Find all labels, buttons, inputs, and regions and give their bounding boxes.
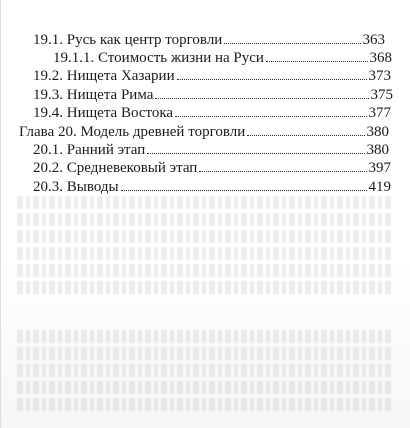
toc-leader-dots	[175, 116, 366, 117]
toc-entry-page: 380	[366, 124, 389, 140]
toc-entry-19-1[interactable]	[33, 30, 385, 50]
toc-entry-19-1-1[interactable]	[53, 48, 392, 68]
toc-leader-dots	[177, 79, 367, 80]
show-through-text-block-2	[17, 330, 391, 428]
show-through-line	[17, 364, 391, 377]
show-through-line	[17, 330, 391, 343]
show-through-line	[17, 196, 391, 209]
toc-leader-dots	[147, 153, 364, 154]
toc-entry-title: 20.3. Выводы	[33, 179, 119, 195]
show-through-line	[17, 264, 391, 277]
toc-entry-20-1[interactable]	[33, 140, 389, 160]
toc-leader-dots	[247, 135, 364, 136]
show-through-text-block-1	[17, 196, 391, 308]
show-through-line	[17, 281, 391, 294]
show-through-line	[17, 247, 391, 260]
toc-entry-title: 19.3. Нищета Рима	[33, 87, 154, 103]
toc-leader-dots	[224, 43, 360, 44]
toc-entry-page: 375	[370, 87, 393, 103]
toc-entry-title: 20.2. Средневековый этап	[33, 160, 198, 176]
toc-entry-19-3[interactable]	[33, 85, 393, 105]
toc-entry-20-3[interactable]	[33, 177, 391, 197]
toc-leader-dots	[266, 61, 368, 62]
toc-entry-19-4[interactable]	[33, 103, 391, 123]
toc-entry-title: 20.1. Ранний этап	[33, 142, 146, 158]
toc-leader-dots	[199, 171, 366, 172]
toc-entry-page: 380	[366, 142, 389, 158]
toc-entry-page: 368	[369, 50, 392, 66]
toc-entry-page: 419	[368, 179, 391, 195]
toc-entry-19-2[interactable]	[33, 66, 391, 86]
toc-entry-title: 19.4. Нищета Востока	[33, 105, 174, 121]
show-through-line	[17, 398, 391, 411]
toc-entry-page: 397	[368, 160, 391, 176]
toc-entry-chapter-20[interactable]	[19, 122, 389, 142]
show-through-line	[17, 230, 391, 243]
show-through-line	[17, 213, 391, 226]
toc-entry-page: 363	[362, 32, 385, 48]
show-through-line	[17, 381, 391, 394]
toc-entry-page: 377	[368, 105, 391, 121]
toc-entry-page: 373	[368, 68, 391, 84]
toc-leader-dots	[155, 98, 368, 99]
toc-entry-title: 19.2. Нищета Хазарии	[33, 68, 175, 84]
toc-entry-title: Глава 20. Модель древней торговли	[19, 124, 246, 140]
toc-entry-title: 19.1.1. Стоимость жизни на Руси	[53, 50, 264, 66]
show-through-line	[17, 347, 391, 360]
toc-leader-dots	[121, 190, 367, 191]
toc-entry-title: 19.1. Русь как центр торговли	[33, 32, 223, 48]
toc-entry-20-2[interactable]	[33, 158, 391, 178]
